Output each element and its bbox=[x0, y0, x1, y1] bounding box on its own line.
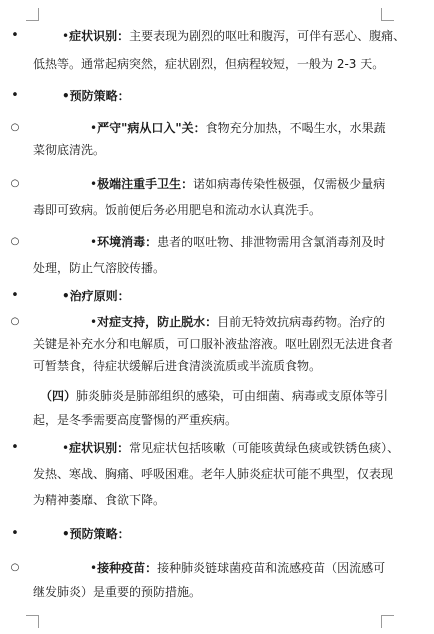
list-item-sub bbox=[0, 232, 434, 252]
bullet-hollow: ○ bbox=[10, 562, 20, 573]
bullet-hollow: ○ bbox=[10, 316, 20, 327]
bullet-inner: • bbox=[90, 315, 98, 329]
list-item-continuation bbox=[0, 582, 434, 602]
list-item-treatment bbox=[0, 286, 434, 306]
item-text: 接种肺炎链球菌疫苗和流感疫苗（因流感可 bbox=[157, 561, 386, 575]
bullet-inner: • bbox=[90, 121, 98, 135]
bullet-inner: • bbox=[90, 235, 98, 249]
item-text: 食物充分加热，不喝生水，水果蔬 bbox=[205, 121, 386, 135]
bullet-inner: • bbox=[62, 289, 70, 303]
symptoms-label: 症状识别： bbox=[69, 29, 130, 43]
list-item-continuation bbox=[0, 258, 434, 278]
section-number: （四） bbox=[40, 389, 77, 403]
treatment-label: 治疗原则： bbox=[69, 289, 130, 303]
item-label: 极端注重手卫生： bbox=[97, 177, 194, 191]
list-item-sub bbox=[0, 312, 434, 332]
prevention-label: 预防策略： bbox=[69, 89, 130, 103]
item-text-continued: 菜彻底清洗。 bbox=[33, 143, 106, 157]
page-corner-mark-bottom-right bbox=[381, 615, 394, 628]
list-item-sub bbox=[0, 118, 434, 138]
bullet-filled: • bbox=[11, 28, 19, 43]
list-item-continuation bbox=[0, 490, 434, 510]
section-text-continuation bbox=[0, 410, 434, 430]
list-item-continuation bbox=[0, 464, 434, 484]
page-corner-mark-top-left bbox=[26, 8, 39, 21]
item-text: 诺如病毒传染性极强，仅需极少量病 bbox=[193, 177, 386, 191]
bullet-filled: • bbox=[11, 288, 19, 303]
item-label: 环境消毒： bbox=[97, 235, 158, 249]
list-item-symptoms bbox=[0, 26, 434, 46]
bullet-filled: • bbox=[11, 440, 19, 455]
bullet-hollow: ○ bbox=[10, 122, 20, 133]
item-label: 对症支持，防止脱水： bbox=[97, 315, 218, 329]
item-label: 接种疫苗： bbox=[97, 561, 158, 575]
list-item-prevention bbox=[0, 524, 434, 544]
list-item-symptoms bbox=[0, 438, 434, 458]
bullet-inner: • bbox=[62, 89, 70, 103]
item-text: 患者的呕吐物、排泄物需用含氯消毒剂及时 bbox=[157, 235, 386, 249]
list-item-continuation bbox=[0, 54, 434, 74]
item-text-continued: 可暂禁食，待症状缓解后进食清淡流质或半流质食物。 bbox=[33, 359, 322, 373]
symptoms-text: 主要表现为剧烈的呕吐和腹泻，可伴有恶心、腹痛、 bbox=[129, 29, 406, 43]
item-text-continued: 毒即可致病。饭前便后务必用肥皂和流动水认真洗手。 bbox=[33, 203, 322, 217]
bullet-inner: • bbox=[90, 177, 98, 191]
bullet-inner: • bbox=[90, 561, 98, 575]
item-text-continued: 处理，防止气溶胶传播。 bbox=[33, 261, 166, 275]
symptoms-text-continued: 低热等。通常起病突然，症状剧烈，但病程较短，一般为 2-3 天。 bbox=[33, 57, 385, 71]
item-label: 严守"病从口入"关： bbox=[97, 121, 206, 135]
section-text-continued: 起，是冬季需要高度警惕的严重疾病。 bbox=[33, 413, 238, 427]
section-text: 肺炎肺炎是肺部组织的感染，可由细菌、病毒或支原体等引 bbox=[76, 389, 389, 403]
bullet-filled: • bbox=[11, 526, 19, 541]
list-item-continuation bbox=[0, 356, 434, 376]
page-corner-mark-bottom-left bbox=[26, 615, 39, 628]
list-item-continuation bbox=[0, 140, 434, 160]
bullet-filled: • bbox=[11, 88, 19, 103]
page-corner-mark-top-right bbox=[381, 8, 394, 21]
symptoms-text-continued: 为精神萎靡、食欲下降。 bbox=[33, 493, 166, 507]
bullet-hollow: ○ bbox=[10, 178, 20, 189]
list-item-sub bbox=[0, 174, 434, 194]
list-item-continuation bbox=[0, 200, 434, 220]
item-text-continued: 继发肺炎）是重要的预防措施。 bbox=[33, 585, 202, 599]
section-heading bbox=[0, 386, 434, 406]
bullet-hollow: ○ bbox=[10, 236, 20, 247]
bullet-inner: • bbox=[62, 441, 70, 455]
list-item-sub bbox=[0, 558, 434, 578]
prevention-label: 预防策略： bbox=[69, 527, 130, 541]
item-text: 目前无特效抗病毒药物。治疗的 bbox=[217, 315, 386, 329]
list-item-continuation bbox=[0, 334, 434, 354]
symptoms-text: 常见症状包括咳嗽（可能咳黄绿色痰或铁锈色痰）、 bbox=[129, 441, 400, 455]
bullet-inner: • bbox=[62, 527, 70, 541]
list-item-prevention bbox=[0, 86, 434, 106]
symptoms-text-continued: 发热、寒战、胸痛、呼吸困难。老年人肺炎症状可能不典型，仅表现 bbox=[33, 467, 394, 481]
item-text-continued: 关键是补充水分和电解质，可口服补液盐溶液。呕吐剧烈无法进食者 bbox=[33, 337, 394, 351]
bullet-inner: • bbox=[62, 29, 70, 43]
symptoms-label: 症状识别： bbox=[69, 441, 130, 455]
